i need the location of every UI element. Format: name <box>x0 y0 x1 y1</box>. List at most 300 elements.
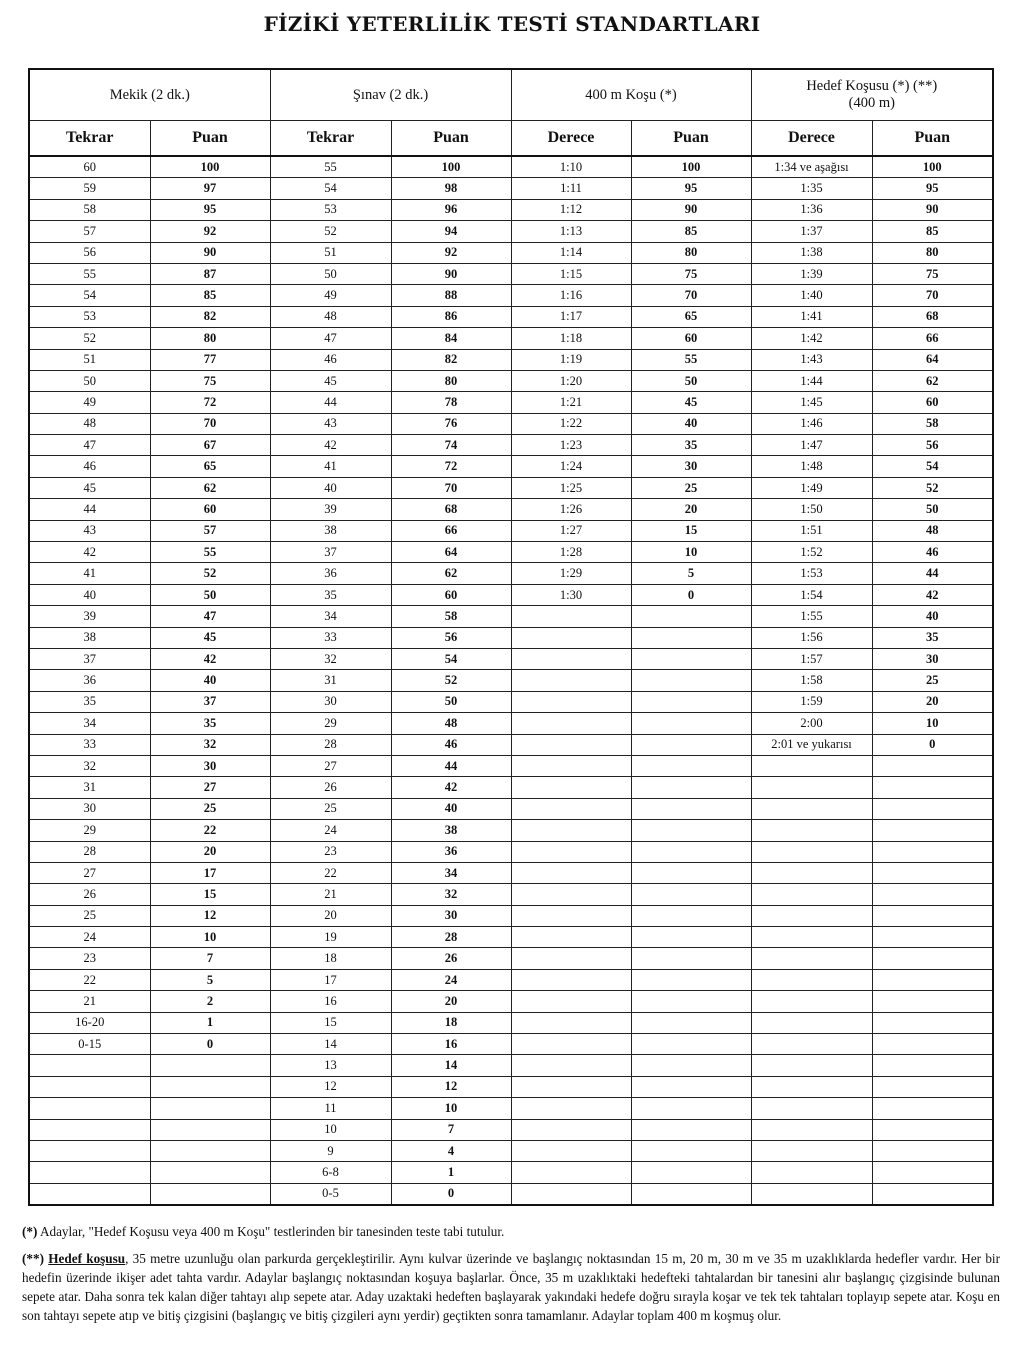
cell-400m-puan <box>631 820 751 841</box>
cell-hedef-puan: 48 <box>872 520 993 541</box>
cell-mekik-tekrar: 35 <box>29 691 150 712</box>
table-row <box>29 413 993 434</box>
table-row <box>29 820 993 841</box>
cell-sinav-puan: 100 <box>391 156 511 178</box>
cell-hedef-puan <box>872 1076 993 1097</box>
cell-hedef-puan: 30 <box>872 648 993 669</box>
cell-hedef-puan: 80 <box>872 242 993 263</box>
cell-hedef-derece: 1:41 <box>751 306 872 327</box>
cell-sinav-tekrar: 54 <box>270 178 391 199</box>
cell-400m-derece: 1:28 <box>511 542 631 563</box>
cell-sinav-puan: 16 <box>391 1034 511 1055</box>
cell-hedef-derece <box>751 969 872 990</box>
cell-400m-puan: 30 <box>631 456 751 477</box>
column-header: Puan <box>150 121 270 157</box>
cell-sinav-puan: 42 <box>391 777 511 798</box>
cell-hedef-puan: 0 <box>872 734 993 755</box>
cell-hedef-puan: 90 <box>872 199 993 220</box>
cell-400m-puan: 15 <box>631 520 751 541</box>
cell-mekik-tekrar: 36 <box>29 670 150 691</box>
cell-hedef-puan <box>872 862 993 883</box>
cell-hedef-puan <box>872 927 993 948</box>
cell-mekik-puan: 1 <box>150 1012 270 1033</box>
table-row <box>29 306 993 327</box>
cell-400m-derece: 1:19 <box>511 349 631 370</box>
cell-400m-puan: 5 <box>631 563 751 584</box>
table-row <box>29 798 993 819</box>
cell-sinav-tekrar: 9 <box>270 1140 391 1161</box>
cell-mekik-tekrar: 54 <box>29 285 150 306</box>
table-row <box>29 691 993 712</box>
cell-400m-puan: 90 <box>631 199 751 220</box>
cell-sinav-tekrar: 0-5 <box>270 1183 391 1205</box>
table-row <box>29 263 993 284</box>
column-header: Derece <box>751 121 872 157</box>
cell-400m-puan: 25 <box>631 477 751 498</box>
footnote-1 <box>22 1222 1000 1241</box>
cell-400m-puan <box>631 1140 751 1161</box>
group-header-hedef-label: Hedef Koşusu (*) (**) (400 m) <box>806 78 938 111</box>
cell-mekik-tekrar: 25 <box>29 905 150 926</box>
cell-hedef-derece <box>751 798 872 819</box>
cell-hedef-derece: 1:52 <box>751 542 872 563</box>
cell-mekik-tekrar: 27 <box>29 862 150 883</box>
cell-400m-derece: 1:26 <box>511 499 631 520</box>
table-row <box>29 477 993 498</box>
cell-sinav-puan: 54 <box>391 648 511 669</box>
table-row <box>29 648 993 669</box>
cell-hedef-puan: 56 <box>872 435 993 456</box>
cell-400m-derece <box>511 948 631 969</box>
cell-mekik-tekrar: 40 <box>29 584 150 605</box>
cell-mekik-puan: 75 <box>150 370 270 391</box>
cell-sinav-puan: 62 <box>391 563 511 584</box>
cell-400m-puan <box>631 627 751 648</box>
cell-mekik-puan: 15 <box>150 884 270 905</box>
cell-400m-puan <box>631 1183 751 1205</box>
cell-400m-derece <box>511 1140 631 1161</box>
cell-mekik-tekrar: 44 <box>29 499 150 520</box>
cell-sinav-puan: 7 <box>391 1119 511 1140</box>
cell-sinav-puan: 50 <box>391 691 511 712</box>
footnote-2-mark: (**) <box>22 1251 44 1266</box>
cell-hedef-derece <box>751 905 872 926</box>
cell-400m-puan: 80 <box>631 242 751 263</box>
cell-sinav-tekrar: 51 <box>270 242 391 263</box>
table-row <box>29 199 993 220</box>
cell-hedef-derece: 1:54 <box>751 584 872 605</box>
cell-400m-puan <box>631 691 751 712</box>
cell-sinav-puan: 56 <box>391 627 511 648</box>
cell-400m-puan: 100 <box>631 156 751 178</box>
cell-400m-puan <box>631 1034 751 1055</box>
column-header: Puan <box>391 121 511 157</box>
cell-400m-puan <box>631 1055 751 1076</box>
cell-hedef-derece <box>751 862 872 883</box>
column-header-row <box>29 121 993 157</box>
cell-mekik-puan <box>150 1162 270 1183</box>
cell-mekik-puan: 20 <box>150 841 270 862</box>
cell-sinav-puan: 44 <box>391 755 511 776</box>
cell-mekik-puan: 12 <box>150 905 270 926</box>
cell-mekik-tekrar: 55 <box>29 263 150 284</box>
cell-hedef-puan: 60 <box>872 392 993 413</box>
cell-mekik-puan <box>150 1140 270 1161</box>
cell-400m-puan <box>631 648 751 669</box>
table-row <box>29 499 993 520</box>
cell-sinav-puan: 76 <box>391 413 511 434</box>
cell-hedef-puan <box>872 1119 993 1140</box>
cell-mekik-tekrar: 23 <box>29 948 150 969</box>
cell-hedef-puan <box>872 991 993 1012</box>
cell-sinav-puan: 40 <box>391 798 511 819</box>
cell-hedef-derece: 1:50 <box>751 499 872 520</box>
cell-hedef-derece <box>751 755 872 776</box>
cell-hedef-puan: 62 <box>872 370 993 391</box>
table-row <box>29 713 993 734</box>
cell-sinav-puan: 66 <box>391 520 511 541</box>
cell-sinav-tekrar: 38 <box>270 520 391 541</box>
cell-sinav-tekrar: 43 <box>270 413 391 434</box>
table-row <box>29 178 993 199</box>
cell-sinav-tekrar: 33 <box>270 627 391 648</box>
cell-400m-puan <box>631 713 751 734</box>
cell-hedef-derece: 1:35 <box>751 178 872 199</box>
cell-hedef-puan <box>872 1055 993 1076</box>
cell-mekik-puan: 70 <box>150 413 270 434</box>
cell-sinav-tekrar: 21 <box>270 884 391 905</box>
cell-mekik-puan: 27 <box>150 777 270 798</box>
cell-hedef-derece: 2:00 <box>751 713 872 734</box>
cell-400m-derece <box>511 927 631 948</box>
cell-hedef-puan: 40 <box>872 606 993 627</box>
cell-400m-puan: 40 <box>631 413 751 434</box>
cell-sinav-tekrar: 6-8 <box>270 1162 391 1183</box>
table-row <box>29 1119 993 1140</box>
cell-mekik-tekrar: 33 <box>29 734 150 755</box>
cell-mekik-puan: 72 <box>150 392 270 413</box>
cell-sinav-tekrar: 45 <box>270 370 391 391</box>
footnote-2 <box>22 1249 1000 1325</box>
table-row <box>29 156 993 178</box>
table-row <box>29 991 993 1012</box>
cell-hedef-puan <box>872 755 993 776</box>
cell-400m-derece <box>511 841 631 862</box>
table-row <box>29 627 993 648</box>
cell-400m-puan: 85 <box>631 221 751 242</box>
cell-sinav-tekrar: 12 <box>270 1076 391 1097</box>
cell-mekik-puan: 77 <box>150 349 270 370</box>
cell-400m-derece <box>511 820 631 841</box>
cell-hedef-puan <box>872 1183 993 1205</box>
cell-mekik-puan: 42 <box>150 648 270 669</box>
table-row <box>29 221 993 242</box>
cell-mekik-puan: 55 <box>150 542 270 563</box>
cell-400m-puan <box>631 734 751 755</box>
cell-hedef-derece: 1:58 <box>751 670 872 691</box>
cell-hedef-puan: 70 <box>872 285 993 306</box>
table-row <box>29 584 993 605</box>
cell-hedef-puan <box>872 820 993 841</box>
cell-mekik-puan <box>150 1098 270 1119</box>
cell-400m-puan: 35 <box>631 435 751 456</box>
cell-sinav-puan: 4 <box>391 1140 511 1161</box>
table-row <box>29 1055 993 1076</box>
cell-400m-derece: 1:30 <box>511 584 631 605</box>
cell-hedef-puan: 75 <box>872 263 993 284</box>
cell-400m-puan <box>631 927 751 948</box>
cell-mekik-tekrar: 43 <box>29 520 150 541</box>
table-row <box>29 969 993 990</box>
column-header: Tekrar <box>29 121 150 157</box>
cell-hedef-puan <box>872 905 993 926</box>
cell-sinav-puan: 82 <box>391 349 511 370</box>
cell-hedef-puan: 46 <box>872 542 993 563</box>
cell-hedef-derece <box>751 1034 872 1055</box>
footnotes <box>22 1222 1000 1333</box>
cell-hedef-puan <box>872 1140 993 1161</box>
cell-mekik-tekrar: 45 <box>29 477 150 498</box>
cell-400m-derece <box>511 1119 631 1140</box>
cell-hedef-derece: 1:34 ve aşağısı <box>751 156 872 178</box>
cell-400m-puan: 65 <box>631 306 751 327</box>
cell-hedef-derece: 1:46 <box>751 413 872 434</box>
cell-mekik-puan: 25 <box>150 798 270 819</box>
group-header-400m: 400 m Koşu (*) <box>511 69 751 121</box>
cell-400m-derece <box>511 1162 631 1183</box>
table-row <box>29 884 993 905</box>
cell-sinav-puan: 52 <box>391 670 511 691</box>
table-row <box>29 777 993 798</box>
cell-sinav-puan: 34 <box>391 862 511 883</box>
cell-sinav-puan: 12 <box>391 1076 511 1097</box>
column-header: Tekrar <box>270 121 391 157</box>
cell-400m-derece: 1:17 <box>511 306 631 327</box>
cell-sinav-puan: 30 <box>391 905 511 926</box>
cell-sinav-puan: 46 <box>391 734 511 755</box>
cell-400m-derece <box>511 884 631 905</box>
cell-400m-derece <box>511 734 631 755</box>
cell-mekik-tekrar: 49 <box>29 392 150 413</box>
cell-sinav-puan: 38 <box>391 820 511 841</box>
cell-hedef-puan: 42 <box>872 584 993 605</box>
cell-400m-derece: 1:22 <box>511 413 631 434</box>
cell-hedef-puan: 44 <box>872 563 993 584</box>
cell-sinav-puan: 36 <box>391 841 511 862</box>
cell-mekik-puan: 85 <box>150 285 270 306</box>
cell-hedef-puan: 52 <box>872 477 993 498</box>
cell-sinav-tekrar: 17 <box>270 969 391 990</box>
cell-mekik-tekrar: 46 <box>29 456 150 477</box>
cell-400m-puan <box>631 755 751 776</box>
cell-400m-derece <box>511 1034 631 1055</box>
cell-sinav-puan: 58 <box>391 606 511 627</box>
table-row <box>29 435 993 456</box>
cell-sinav-tekrar: 53 <box>270 199 391 220</box>
cell-sinav-tekrar: 31 <box>270 670 391 691</box>
cell-mekik-tekrar <box>29 1183 150 1205</box>
cell-400m-puan <box>631 1076 751 1097</box>
standards-table <box>28 68 994 1206</box>
cell-sinav-tekrar: 30 <box>270 691 391 712</box>
cell-mekik-tekrar: 42 <box>29 542 150 563</box>
cell-hedef-puan <box>872 798 993 819</box>
table-row <box>29 542 993 563</box>
cell-mekik-tekrar: 56 <box>29 242 150 263</box>
cell-sinav-puan: 86 <box>391 306 511 327</box>
footnote-1-mark: (*) <box>22 1224 38 1239</box>
cell-sinav-tekrar: 34 <box>270 606 391 627</box>
cell-sinav-tekrar: 40 <box>270 477 391 498</box>
cell-sinav-tekrar: 29 <box>270 713 391 734</box>
cell-hedef-puan: 58 <box>872 413 993 434</box>
cell-400m-puan <box>631 841 751 862</box>
cell-mekik-puan: 40 <box>150 670 270 691</box>
cell-sinav-tekrar: 16 <box>270 991 391 1012</box>
cell-sinav-tekrar: 50 <box>270 263 391 284</box>
cell-sinav-tekrar: 39 <box>270 499 391 520</box>
cell-400m-derece <box>511 862 631 883</box>
cell-mekik-puan: 2 <box>150 991 270 1012</box>
cell-mekik-puan: 17 <box>150 862 270 883</box>
cell-400m-derece <box>511 713 631 734</box>
cell-400m-puan: 95 <box>631 178 751 199</box>
cell-400m-puan <box>631 884 751 905</box>
cell-400m-puan <box>631 606 751 627</box>
table-row <box>29 1076 993 1097</box>
cell-mekik-tekrar: 38 <box>29 627 150 648</box>
cell-sinav-tekrar: 11 <box>270 1098 391 1119</box>
table-row <box>29 1140 993 1161</box>
table-row <box>29 948 993 969</box>
cell-mekik-puan: 7 <box>150 948 270 969</box>
cell-hedef-derece: 1:53 <box>751 563 872 584</box>
cell-hedef-derece <box>751 841 872 862</box>
table-row <box>29 285 993 306</box>
cell-mekik-puan: 82 <box>150 306 270 327</box>
cell-mekik-tekrar: 21 <box>29 991 150 1012</box>
cell-sinav-tekrar: 22 <box>270 862 391 883</box>
cell-400m-puan <box>631 798 751 819</box>
cell-sinav-tekrar: 26 <box>270 777 391 798</box>
cell-400m-derece: 1:11 <box>511 178 631 199</box>
cell-sinav-tekrar: 18 <box>270 948 391 969</box>
cell-hedef-puan: 95 <box>872 178 993 199</box>
cell-sinav-tekrar: 15 <box>270 1012 391 1033</box>
cell-hedef-puan <box>872 948 993 969</box>
cell-sinav-puan: 68 <box>391 499 511 520</box>
cell-hedef-derece <box>751 1162 872 1183</box>
cell-hedef-derece: 1:59 <box>751 691 872 712</box>
cell-400m-derece <box>511 606 631 627</box>
cell-mekik-tekrar: 48 <box>29 413 150 434</box>
cell-mekik-puan: 97 <box>150 178 270 199</box>
cell-mekik-puan: 37 <box>150 691 270 712</box>
cell-mekik-tekrar: 58 <box>29 199 150 220</box>
cell-mekik-tekrar: 28 <box>29 841 150 862</box>
cell-mekik-tekrar: 31 <box>29 777 150 798</box>
cell-mekik-tekrar: 24 <box>29 927 150 948</box>
cell-hedef-derece <box>751 1140 872 1161</box>
cell-hedef-puan: 66 <box>872 328 993 349</box>
cell-hedef-derece: 1:39 <box>751 263 872 284</box>
cell-mekik-tekrar: 16-20 <box>29 1012 150 1033</box>
cell-400m-derece: 1:14 <box>511 242 631 263</box>
cell-400m-derece: 1:27 <box>511 520 631 541</box>
cell-hedef-derece: 1:47 <box>751 435 872 456</box>
cell-sinav-tekrar: 24 <box>270 820 391 841</box>
cell-sinav-tekrar: 55 <box>270 156 391 178</box>
cell-400m-derece <box>511 991 631 1012</box>
cell-hedef-derece: 1:40 <box>751 285 872 306</box>
cell-400m-derece <box>511 777 631 798</box>
cell-sinav-puan: 98 <box>391 178 511 199</box>
cell-sinav-tekrar: 49 <box>270 285 391 306</box>
cell-mekik-tekrar: 0-15 <box>29 1034 150 1055</box>
cell-mekik-tekrar <box>29 1076 150 1097</box>
cell-mekik-tekrar: 41 <box>29 563 150 584</box>
cell-hedef-derece: 1:55 <box>751 606 872 627</box>
cell-400m-puan: 55 <box>631 349 751 370</box>
cell-400m-derece <box>511 1183 631 1205</box>
cell-400m-derece <box>511 627 631 648</box>
cell-sinav-tekrar: 19 <box>270 927 391 948</box>
cell-400m-derece: 1:23 <box>511 435 631 456</box>
cell-400m-puan <box>631 1162 751 1183</box>
cell-mekik-puan: 30 <box>150 755 270 776</box>
cell-400m-derece <box>511 755 631 776</box>
cell-mekik-puan: 65 <box>150 456 270 477</box>
cell-400m-derece: 1:15 <box>511 263 631 284</box>
table-body <box>29 156 993 1205</box>
cell-hedef-puan: 20 <box>872 691 993 712</box>
cell-400m-derece: 1:21 <box>511 392 631 413</box>
cell-hedef-derece: 1:42 <box>751 328 872 349</box>
cell-sinav-tekrar: 13 <box>270 1055 391 1076</box>
cell-400m-derece: 1:12 <box>511 199 631 220</box>
table-row <box>29 905 993 926</box>
cell-sinav-puan: 90 <box>391 263 511 284</box>
cell-hedef-puan <box>872 884 993 905</box>
cell-sinav-tekrar: 44 <box>270 392 391 413</box>
cell-hedef-derece: 1:37 <box>751 221 872 242</box>
group-header-hedef <box>751 69 993 121</box>
cell-hedef-derece: 1:56 <box>751 627 872 648</box>
cell-400m-puan <box>631 1119 751 1140</box>
table-row <box>29 734 993 755</box>
cell-400m-derece <box>511 691 631 712</box>
cell-400m-puan <box>631 991 751 1012</box>
cell-mekik-puan: 92 <box>150 221 270 242</box>
cell-sinav-puan: 80 <box>391 370 511 391</box>
cell-hedef-derece: 1:49 <box>751 477 872 498</box>
cell-sinav-tekrar: 36 <box>270 563 391 584</box>
cell-hedef-derece: 1:57 <box>751 648 872 669</box>
cell-400m-puan: 45 <box>631 392 751 413</box>
cell-400m-puan: 75 <box>631 263 751 284</box>
cell-400m-derece: 1:10 <box>511 156 631 178</box>
cell-mekik-puan: 100 <box>150 156 270 178</box>
cell-hedef-puan: 10 <box>872 713 993 734</box>
cell-hedef-puan <box>872 1162 993 1183</box>
cell-sinav-tekrar: 25 <box>270 798 391 819</box>
cell-400m-derece <box>511 670 631 691</box>
cell-hedef-derece <box>751 991 872 1012</box>
cell-sinav-puan: 1 <box>391 1162 511 1183</box>
cell-400m-derece <box>511 648 631 669</box>
cell-hedef-derece <box>751 1183 872 1205</box>
cell-sinav-tekrar: 23 <box>270 841 391 862</box>
